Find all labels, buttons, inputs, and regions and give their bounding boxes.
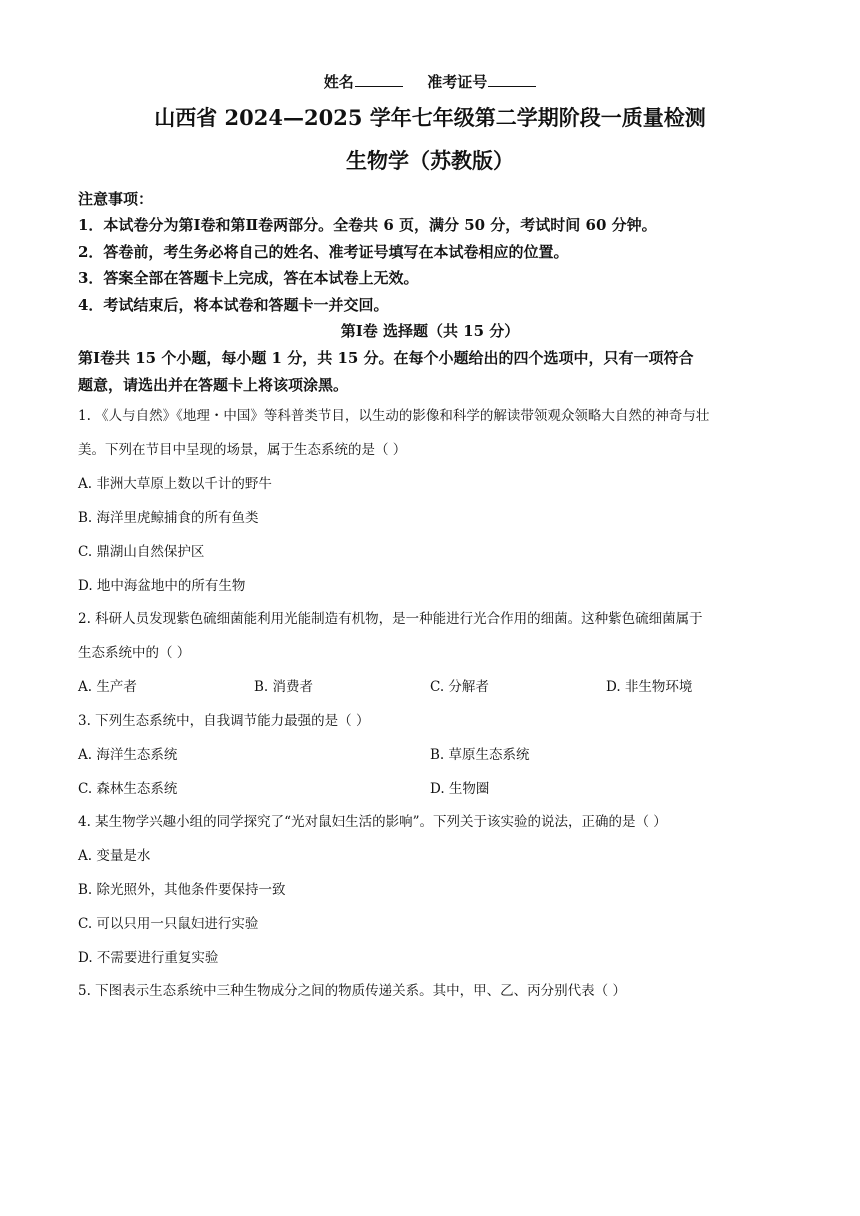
section1-intro: 题意，请选出并在答题卡上将该项涂黑。 [78, 376, 349, 394]
question-4-option-b: B. 除光照外，其他条件要保持一致 [78, 882, 286, 898]
question-3-stem: 3. 下列生态系统中，自我调节能力最强的是（ ） [78, 713, 370, 729]
question-3-option-b: B. 草原生态系统 [430, 747, 530, 763]
note-item: 2．答卷前，考生务必将自己的姓名、准考证号填写在本试卷相应的位置。 [78, 243, 569, 261]
question-2-option-b: B. 消费者 [254, 679, 314, 695]
name-blank [355, 74, 403, 87]
note-item: 3．答案全部在答题卡上完成，答在本试卷上无效。 [78, 269, 419, 287]
question-3-option-d: D. 生物圈 [430, 781, 490, 797]
question-1-option-b: B. 海洋里虎鲸捕食的所有鱼类 [78, 510, 259, 526]
question-4-option-a: A. 变量是水 [78, 848, 151, 864]
question-1-option-a: A. 非洲大草原上数以千计的野牛 [78, 476, 272, 492]
notes-heading: 注意事项： [78, 190, 154, 208]
name-label: 姓名 [323, 73, 354, 91]
exam-subtitle: 生物学（苏教版） [346, 148, 514, 173]
section1-intro: 第Ⅰ卷共 15 个小题，每小题 1 分，共 15 分。在每个小题给出的四个选项中，只有一项符合 [78, 349, 694, 367]
question-1-stem: 1. 《人与自然》《地理・中国》等科普类节目，以生动的影像和科学的解读带领观众领略大自然的神奇与壮 [78, 408, 710, 424]
question-2-option-c: C. 分解者 [430, 679, 489, 695]
question-2-stem: 生态系统中的（ ） [78, 645, 191, 661]
section1-title: 第Ⅰ卷 选择题（共 15 分） [340, 322, 520, 340]
note-item: 4．考试结束后，将本试卷和答题卡一并交回。 [78, 296, 389, 314]
question-1-stem: 美。下列在节目中呈现的场景，属于生态系统的是（ ） [78, 442, 407, 458]
exam-title: 山西省 2024—2025 学年七年级第二学期阶段一质量检测 [154, 105, 706, 130]
question-2-option-a: A. 生产者 [78, 679, 137, 695]
question-4-stem: 4. 某生物学兴趣小组的同学探究了“光对鼠妇生活的影响”。下列关于该实验的说法，正确的是（ ） [78, 814, 667, 830]
question-2-stem: 2. 科研人员发现紫色硫细菌能利用光能制造有机物，是一种能进行光合作用的细菌。这种紫色硫细菌属于 [78, 611, 703, 627]
question-3-option-c: C. 森林生态系统 [78, 781, 178, 797]
question-4-option-c: C. 可以只用一只鼠妇进行实验 [78, 916, 259, 932]
candidate-info-line [0, 71, 860, 92]
question-4-option-d: D. 不需要进行重复实验 [78, 950, 219, 966]
question-1-option-c: C. 鼎湖山自然保护区 [78, 544, 205, 560]
note-item: 1．本试卷分为第Ⅰ卷和第Ⅱ卷两部分。全卷共 6 页，满分 50 分，考试时间 60 分钟。 [78, 216, 657, 234]
exam-id-label: 准考证号 [427, 73, 488, 91]
question-2-option-d: D. 非生物环境 [606, 679, 693, 695]
question-1-option-d: D. 地中海盆地中的所有生物 [78, 578, 246, 594]
question-5-stem: 5. 下图表示生态系统中三种生物成分之间的物质传递关系。其中，甲、乙、丙分别代表（ ） [78, 983, 626, 999]
exam-id-blank [488, 74, 536, 87]
question-3-option-a: A. 海洋生态系统 [78, 747, 178, 763]
